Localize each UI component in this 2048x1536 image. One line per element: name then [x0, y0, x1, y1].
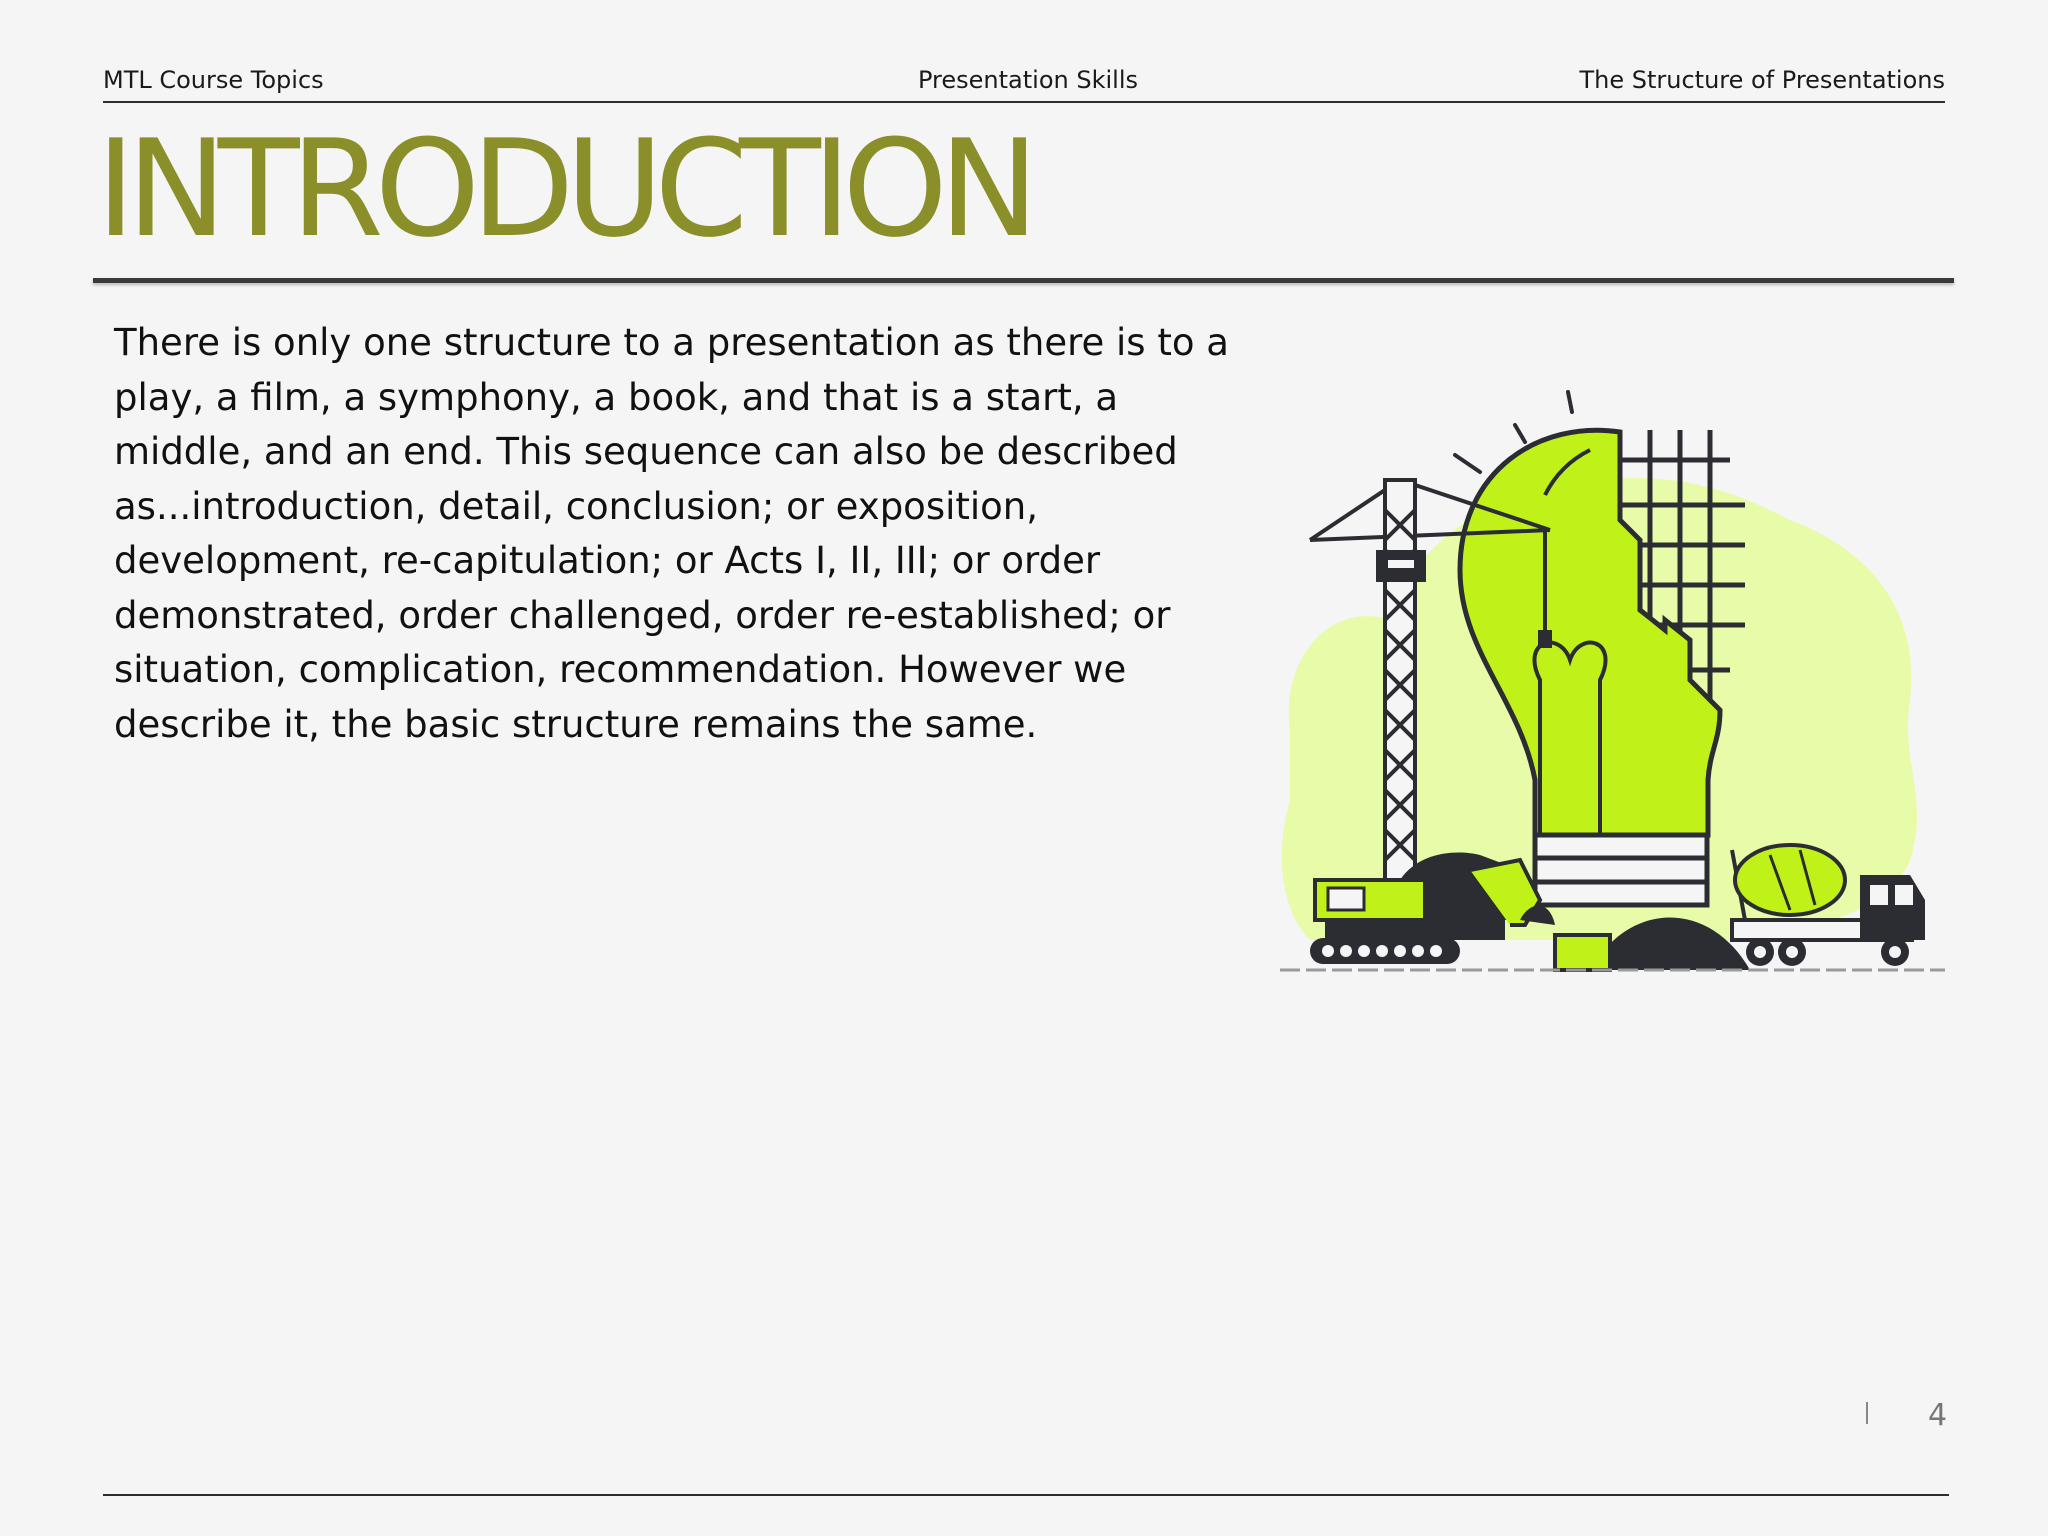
- lightbulb-base: [1535, 835, 1707, 905]
- page-number: 4: [1928, 1398, 1948, 1433]
- crane-hook: [1538, 630, 1552, 648]
- header-topic: The Structure of Presentations: [1579, 66, 1945, 94]
- footer-divider: [103, 1494, 1949, 1496]
- construction-lightbulb-illustration: [1270, 380, 1950, 980]
- slide-title: INTRODUCTION: [96, 111, 1031, 267]
- header-divider: [103, 101, 1945, 103]
- header-section: Presentation Skills: [918, 66, 1138, 94]
- title-divider: [93, 278, 1954, 283]
- page-number-divider: [1866, 1402, 1868, 1424]
- slide-header: [103, 62, 1945, 102]
- header-course-topics: MTL Course Topics: [103, 66, 324, 94]
- body-paragraph: There is only one structure to a presentation as there is to a play, a film, a symphony, a book, and that is a start, a middle, and an end. This sequence can also be described as...introduction, detail, conclusion; or exposition, development, re-capitulation; or Acts I, II, III; or order demonstrated, order challenged, order re-established; or situation, complication, recommendation. However we describe it, the basic structure remains the same.: [114, 321, 1229, 746]
